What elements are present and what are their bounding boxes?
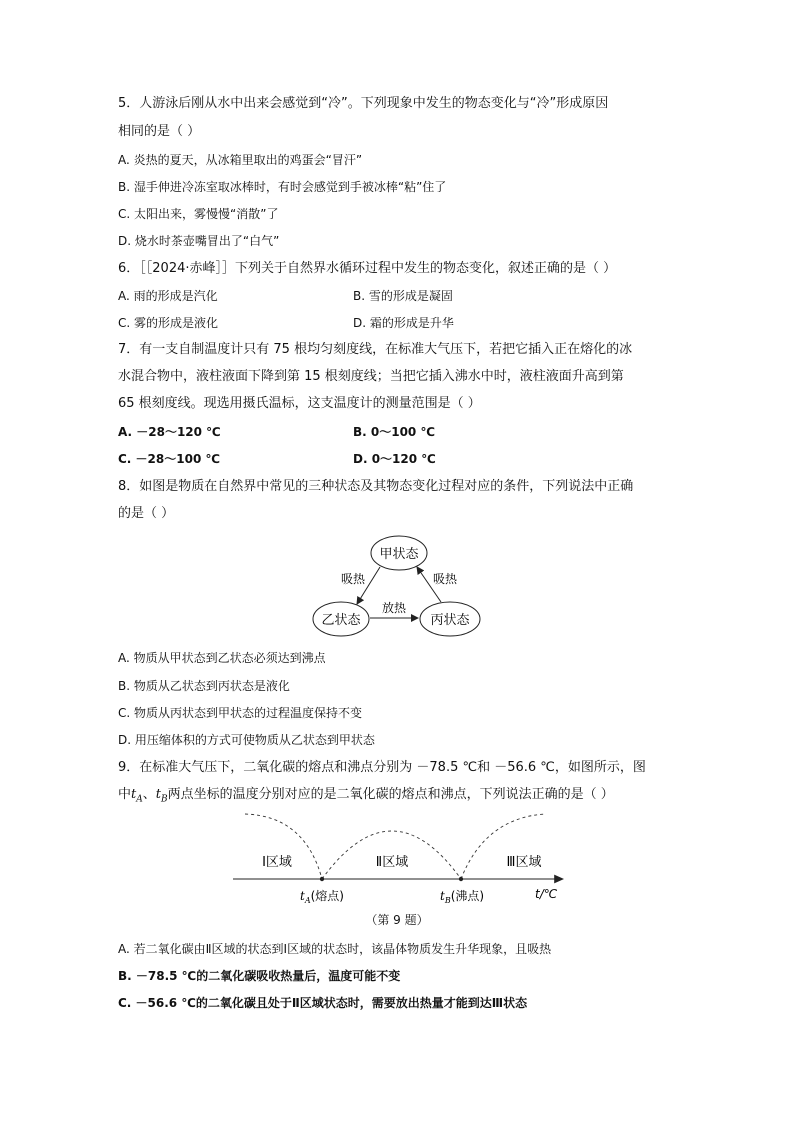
q8-option-d: D. 用压缩体积的方式可使物质从乙状态到甲状态 (118, 733, 375, 747)
q8-option-a: A. 物质从甲状态到乙状态必须达到沸点 (118, 651, 326, 665)
q7-option-a: A. －28～120 ℃ (118, 425, 221, 439)
label-absorb-left: 吸热 (340, 572, 366, 586)
q5-option-c: C. 太阳出来，雾慢慢“消散”了 (118, 207, 279, 221)
q5-option-b: B. 湿手伸进冷冻室取冰棒时，有时会感觉到手被冰棒“粘”住了 (118, 180, 447, 194)
q9-stem-line2: 中$t_A$、$t_B$两点坐标的温度分别对应的是二氧化碳的熔点和沸点，下列说法正确的是（ ） (118, 787, 614, 805)
q7-stem-line2: 水混合物中，液柱液面下降到第 15 根刻度线；当把它插入沸水中时，液柱液面升高到第 (118, 369, 624, 384)
q7-option-d: D. 0～120 ℃ (353, 452, 436, 466)
q9-phase-diagram (225, 808, 570, 908)
state-yi-label: 乙状态 (321, 613, 361, 628)
q9-option-b: B. －78.5 ℃的二氧化碳吸收热量后，温度可能不变 (118, 969, 401, 983)
q6-option-c: C. 雾的形成是液化 (118, 316, 219, 330)
q7-stem-line1: 7．有一支自制温度计只有 75 根均匀刻度线，在标准大气压下，若把它插入正在熔化的冰 (118, 342, 633, 357)
q5-stem-line1: 5．人游泳后刚从水中出来会感觉到“冷”。下列现象中发生的物态变化与“冷”形成原因 (118, 96, 609, 111)
point-tb (459, 877, 463, 881)
q5-option-d: D. 烧水时茶壶嘴冒出了“白气” (118, 234, 280, 248)
q7-option-c: C. －28～100 ℃ (118, 452, 221, 466)
q8-stem-line2: 的是（ ） (118, 506, 175, 521)
q8-stem-line1: 8．如图是物质在自然界中常见的三种状态及其物态变化过程对应的条件，下列说法中正确 (118, 479, 634, 494)
q8-option-c: C. 物质从丙状态到甲状态的过程温度保持不变 (118, 706, 363, 720)
q6-option-b: B. 雪的形成是凝固 (353, 289, 453, 303)
q8-state-diagram (300, 530, 500, 645)
q9-caption: （第 9 题） (365, 913, 429, 927)
q9-stem-line1: 9．在标准大气压下，二氧化碳的熔点和沸点分别为 －78.5 ℃和 －56.6 ℃，如图所示，图 (118, 760, 646, 775)
region-1-label: Ⅰ区域 (262, 855, 292, 870)
q5-stem-line2: 相同的是（ ） (118, 124, 201, 139)
label-release-bottom: 放热 (381, 601, 407, 615)
q5-option-a: A. 炎热的夏天，从冰箱里取出的鸡蛋会“冒汗” (118, 153, 363, 167)
axis-label: t/℃ (535, 887, 558, 901)
q6-stem: 6．［［2024·赤峰］］下列关于自然界水循环过程中发生的物态变化，叙述正确的是（ ） (118, 261, 617, 276)
point-tb-label: $t_B$(沸点) (440, 889, 485, 905)
q7-option-b: B. 0～100 ℃ (353, 425, 435, 439)
state-jia-label: 甲状态 (379, 547, 419, 562)
q8-option-b: B. 物质从乙状态到丙状态是液化 (118, 679, 290, 693)
region-2-label: Ⅱ区域 (375, 855, 409, 870)
q7-stem-line3: 65 根刻度线。现选用摄氏温标，这支温度计的测量范围是（ ） (118, 396, 481, 411)
q9-option-c: C. －56.6 ℃的二氧化碳且处于Ⅱ区域状态时，需要放出热量才能到达Ⅲ状态 (118, 996, 528, 1010)
label-absorb-right: 吸热 (432, 572, 458, 586)
q6-option-d: D. 霜的形成是升华 (353, 316, 454, 330)
q9-option-a: A. 若二氧化碳由Ⅱ区域的状态到Ⅰ区域的状态时，该晶体物质发生升华现象，且吸热 (118, 942, 552, 956)
region-3-label: Ⅲ区域 (506, 855, 542, 870)
q6-option-a: A. 雨的形成是汽化 (118, 289, 218, 303)
state-bing-label: 丙状态 (430, 613, 470, 628)
point-ta (320, 877, 324, 881)
point-ta-label: $t_A$(熔点) (300, 889, 344, 905)
